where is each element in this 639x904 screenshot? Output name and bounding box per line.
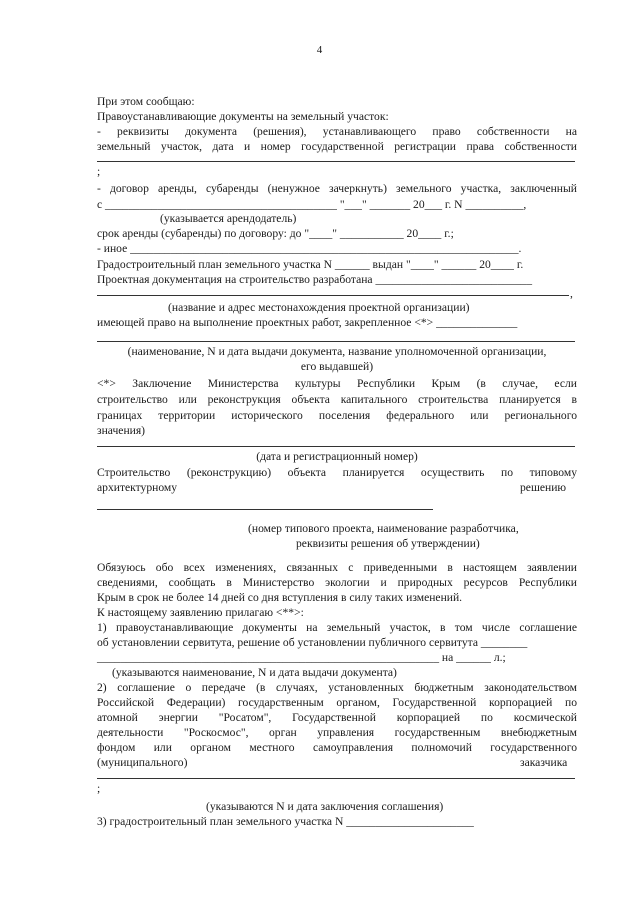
text-line: При этом сообщаю: bbox=[97, 95, 195, 108]
text-line: Строительство (реконструкцию) объекта планируется осуществить по типовому bbox=[97, 466, 577, 479]
text-line: заказчика bbox=[520, 756, 568, 769]
blank-rule bbox=[97, 446, 575, 447]
text-line: фондом или органом местного самоуправления полномочий государственного bbox=[97, 741, 577, 754]
caption: (указывается арендодатель) bbox=[160, 212, 297, 225]
text-line: Крым в срок не более 14 дней со дня вступления в силу таких изменений. bbox=[97, 591, 463, 604]
text-line: 2) соглашение о передаче (в случаях, установленных бюджетным законодательством bbox=[97, 681, 577, 694]
blank-rule bbox=[97, 295, 569, 296]
caption: (указываются N и дата заключения соглашения) bbox=[206, 800, 444, 813]
caption: его выдавшей) bbox=[300, 360, 374, 373]
text-line: ; bbox=[97, 782, 101, 795]
caption: (наименование, N и дата выдачи документа, название уполномоченной организации, bbox=[127, 345, 547, 358]
text-line: К настоящему заявлению прилагаю <**>: bbox=[97, 606, 304, 619]
text-line: ; bbox=[97, 165, 101, 178]
text-line: об установлении сервитута, решение об установлении публичного сервитута ________ bbox=[97, 636, 528, 649]
text-line: с ________________________________________ "___" _______ 20___ г. N __________, bbox=[97, 198, 527, 211]
text-line: , bbox=[570, 287, 573, 300]
text-line: Обязуюсь обо всех изменениях, связанных с приведенными в настоящем заявлении bbox=[97, 561, 577, 574]
blank-rule bbox=[97, 509, 433, 510]
text-line: решению bbox=[520, 481, 567, 494]
text-line: земельный участок, дата и номер государственной регистрации права собственности bbox=[97, 140, 577, 153]
text-line: значения) bbox=[97, 424, 146, 437]
text-line: - договор аренды, субаренды (ненужное зачеркнуть) земельного участка, заключенный bbox=[97, 182, 577, 195]
caption: (дата и регистрационный номер) bbox=[256, 450, 418, 463]
caption: (указываются наименование, N и дата выдачи документа) bbox=[112, 666, 397, 679]
text-line: 1) правоустанавливающие документы на земельный участок, в том числе соглашение bbox=[97, 621, 577, 634]
text-line: - иное ___________________________________________________________________. bbox=[97, 242, 522, 255]
text-line: срок аренды (субаренды) по договору: до "____" ___________ 20____ г.; bbox=[97, 227, 454, 240]
text-line: (муниципального) bbox=[97, 756, 188, 769]
text-line: архитектурному bbox=[97, 481, 178, 494]
text-line: деятельности "Роскосмос", орган управления государственным внебюджетным bbox=[97, 726, 577, 739]
blank-rule bbox=[97, 778, 575, 779]
blank-rule bbox=[97, 341, 575, 342]
text-line: имеющей право на выполнение проектных работ, закрепленное <*> ______________ bbox=[97, 316, 518, 329]
text-line: строительство или реконструкция объекта капитального строительства планируется в bbox=[97, 393, 577, 406]
caption: реквизиты решения об утверждении) bbox=[296, 537, 480, 550]
blank-rule bbox=[97, 161, 575, 162]
text-line: Правоустанавливающие документы на земельный участок: bbox=[97, 110, 389, 123]
caption: (название и адрес местонахождения проектной организации) bbox=[168, 301, 470, 314]
text-line: - реквизиты документа (решения), устанавливающего право собственности на bbox=[97, 125, 577, 138]
text-line: Проектная документация на строительство разработана ___________________________ bbox=[97, 273, 532, 286]
text-line: границах территории исторического поселения федерального или регионального bbox=[97, 409, 577, 422]
text-line: ___________________________________________________________ на ______ л.; bbox=[97, 651, 506, 664]
text-line: атомной энергии "Росатом", Государственной корпорацией по космической bbox=[97, 711, 577, 724]
text-line: 3) градостроительный план земельного участка N ______________________ bbox=[97, 815, 474, 828]
text-line: <*> Заключение Министерства культуры Республики Крым (в случае, если bbox=[97, 377, 577, 390]
caption: (номер типового проекта, наименование разработчика, bbox=[248, 522, 519, 535]
text-line: сведениями, сообщать в Министерство экологии и природных ресурсов Республики bbox=[97, 576, 577, 589]
page-number: 4 bbox=[316, 44, 323, 56]
text-line: Российской Федерации) государственным органом, Государственной корпорацией по bbox=[97, 696, 577, 709]
text-line: Градостроительный план земельного участка N ______ выдан "____" ______ 20____ г. bbox=[97, 258, 524, 271]
